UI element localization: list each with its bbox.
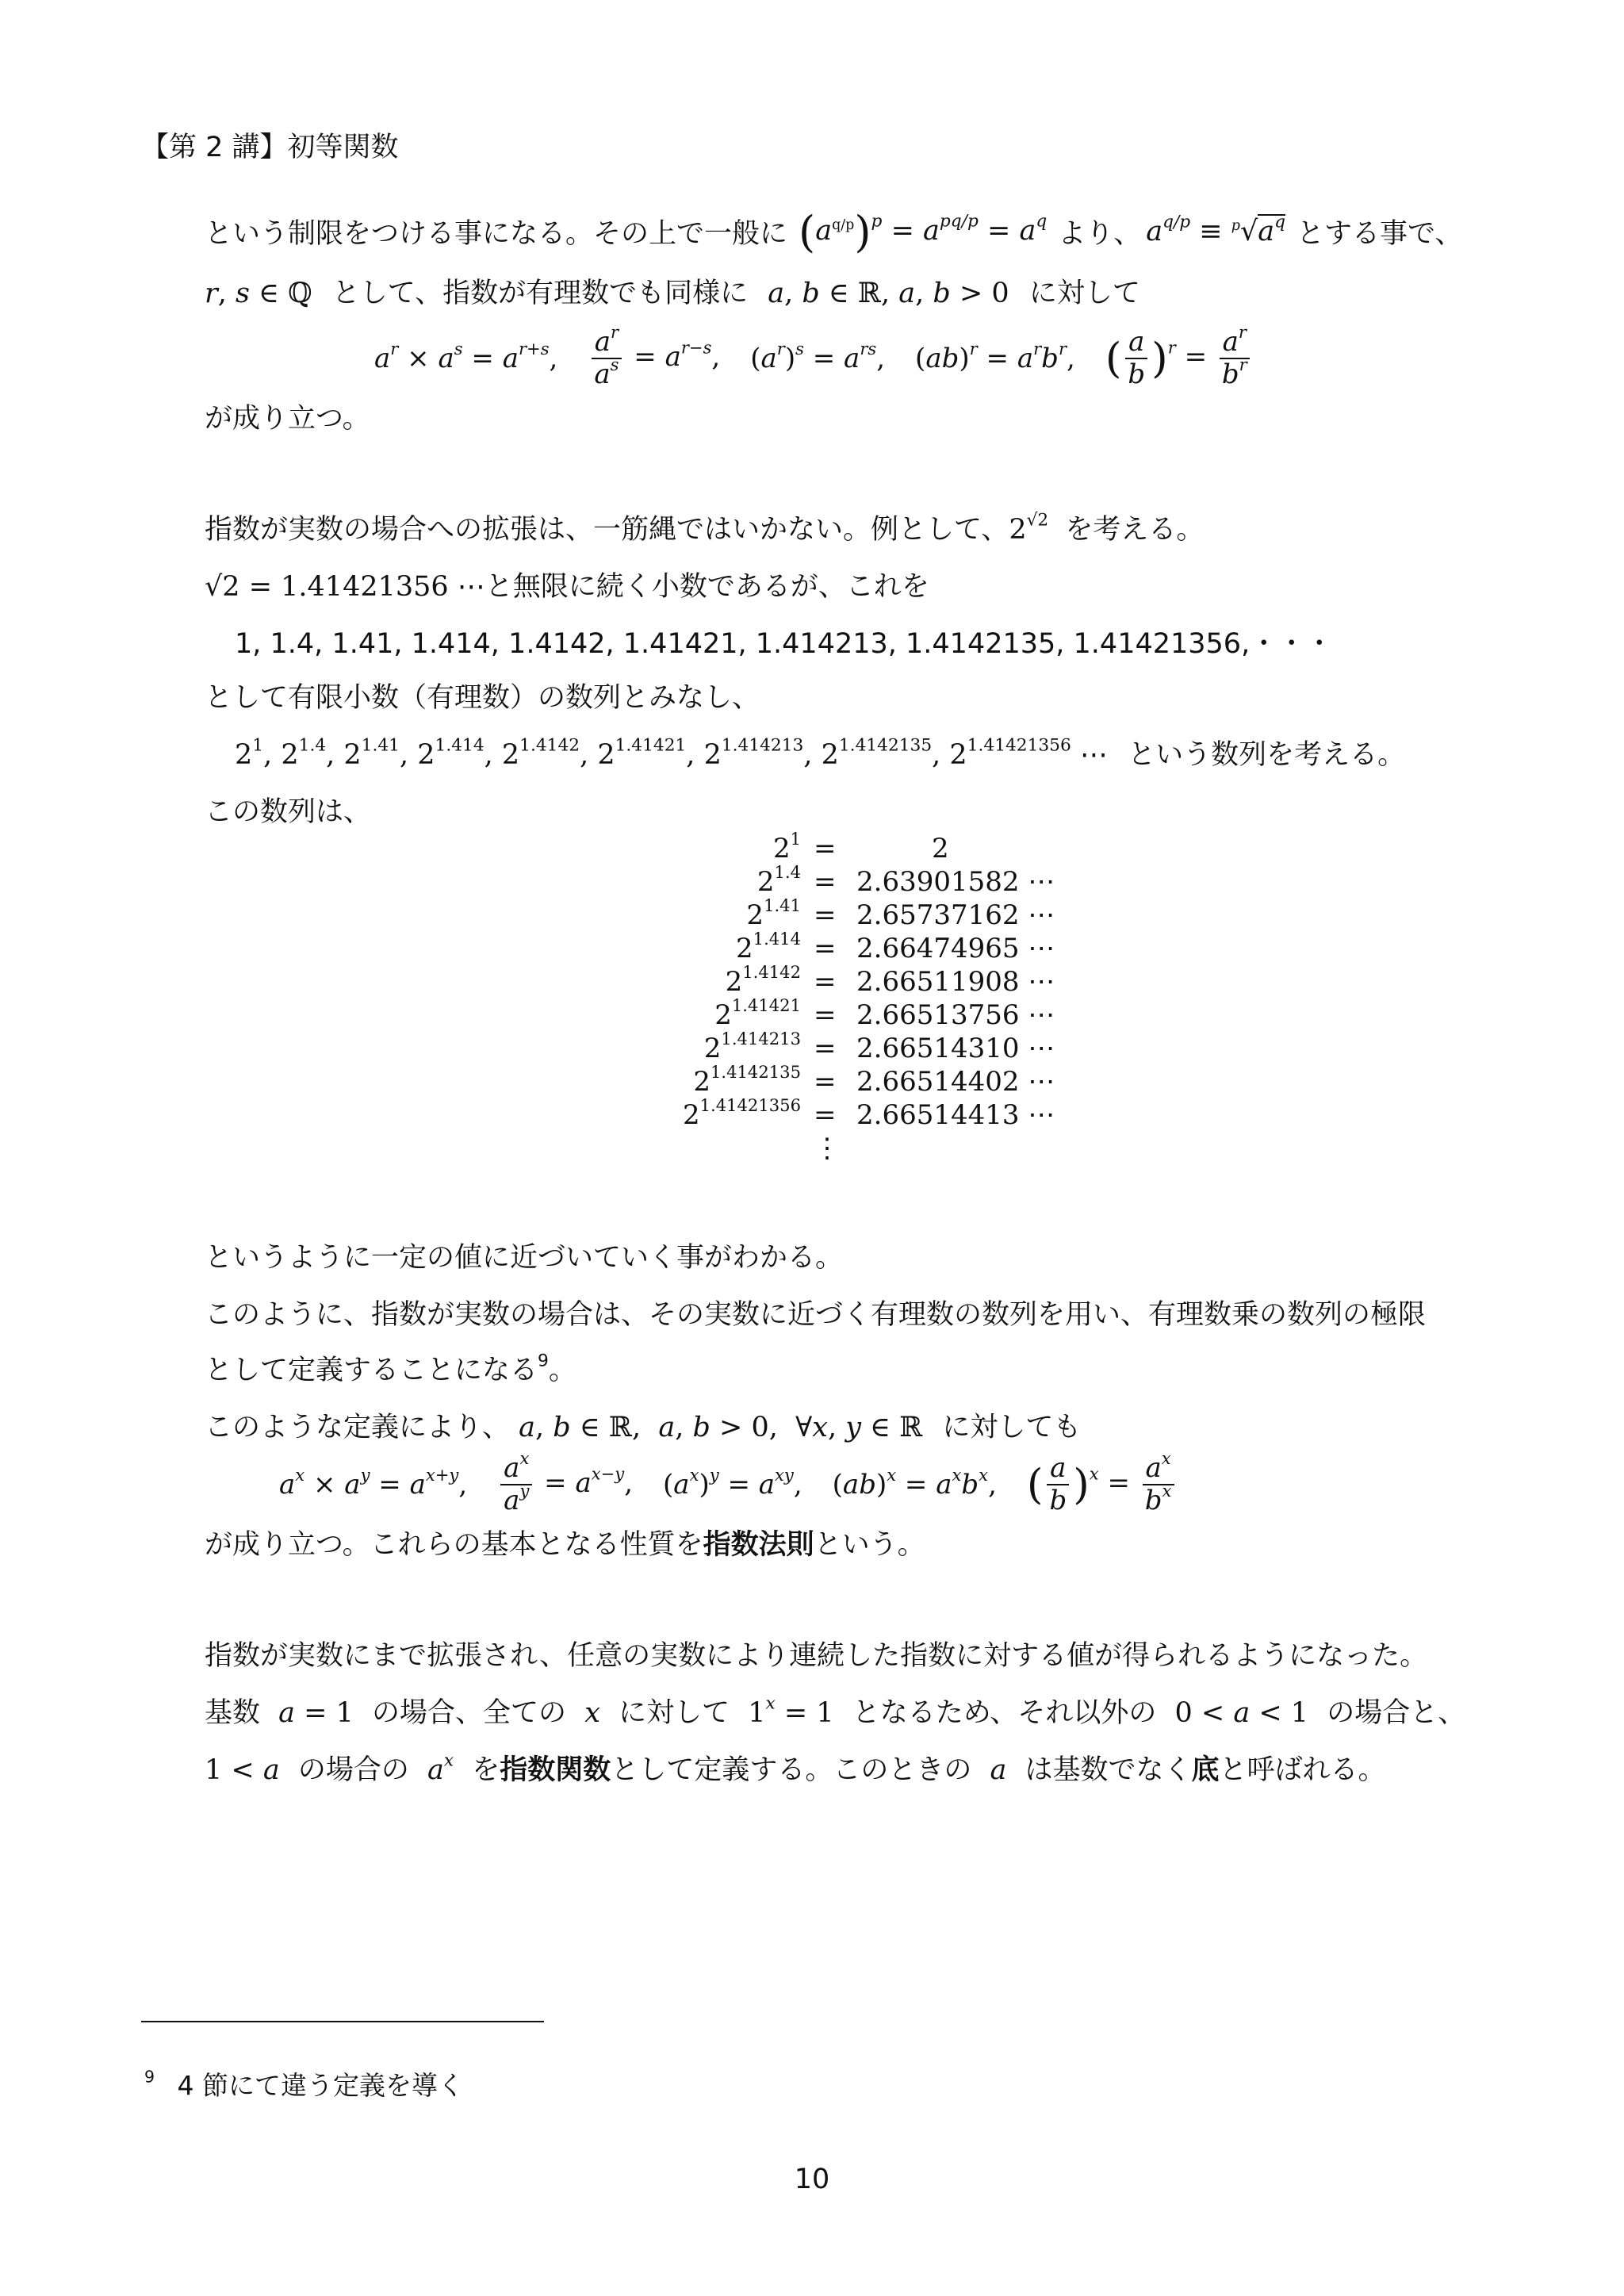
power-term-exponent: 1.41 <box>361 735 400 756</box>
p3-line4-text-a: このような定義により、 <box>205 1412 511 1443</box>
p3-line4-text-b: に対しても <box>942 1412 1082 1443</box>
law-quotient-real: $\frac{a^x}{a^y}$ = $a^{x-y}$, <box>497 1453 633 1516</box>
table-power: $2^{1.4}$ <box>756 862 801 898</box>
formula-ab-positive-reals: a, b ∈ ℝ, a, b > 0 <box>768 278 1009 309</box>
p3-line3 <box>205 1348 576 1388</box>
formula-root-definition: $a^{q/p} \equiv ^p√a^q$ <box>1146 212 1286 247</box>
table-equals: = <box>814 966 837 998</box>
page-number: 10 <box>794 2164 830 2195</box>
p1-line3: が成り立つ。 <box>205 403 370 435</box>
formula-1-lt-a: 1 < a <box>205 1754 280 1786</box>
p1-line1 <box>205 200 1462 263</box>
law-power-real: $(a^x)^y = a^{xy}$, <box>663 1465 802 1501</box>
table-equals: = <box>814 933 837 964</box>
p3-line3-end: 。 <box>548 1355 576 1386</box>
real-exponent-laws <box>279 1445 1178 1524</box>
formula-a: a <box>990 1754 1007 1786</box>
p2-line5-text: という数列を考える。 <box>1128 739 1406 771</box>
table-equals: = <box>814 1033 837 1064</box>
p3-line5 <box>205 1523 925 1562</box>
p4-line3-text-d: は基数でなく <box>1025 1754 1192 1786</box>
formula-x: x <box>584 1697 600 1729</box>
table-value: 2.66514310 ⋯ <box>856 1033 1055 1064</box>
term-exponential-function: 指数関数 <box>500 1754 611 1786</box>
p2-line2-text: と無限に続く小数であるが、これを <box>485 571 929 603</box>
power-term: $2^{1.414213}$ <box>703 735 804 771</box>
table-power: $2^1$ <box>772 829 801 864</box>
law-product-real: $a^x \times a^y = a^{x+y}$, <box>279 1465 468 1501</box>
table-row <box>619 929 1063 966</box>
table-value: 2 <box>932 833 949 864</box>
formula-1-pow-x: $1^x = 1$ <box>748 1693 834 1729</box>
formula-power-of-power: $(a^{q/p})^p = a^{pq/p} = a^q$ <box>799 206 1048 257</box>
term-base: 底 <box>1191 1754 1220 1786</box>
rational-exponent-laws <box>374 319 1254 398</box>
sqrt2-decimal: √2 = 1.41421356 ⋯ <box>205 571 485 603</box>
formula-rs-in-Q: r, s ∈ ℚ <box>205 278 312 309</box>
table-power: $2^{1.41421356}$ <box>682 1095 801 1131</box>
power-term-exponent: 1.4142 <box>519 735 580 756</box>
p4-line3-text-b: を <box>472 1754 500 1786</box>
p4-line3-text-e: と呼ばれる。 <box>1219 1754 1386 1786</box>
p3-line1: というように一定の値に近づいていく事がわかる。 <box>205 1242 844 1274</box>
power-term-exponent: 1.414213 <box>721 735 804 756</box>
table-value: 2.66513756 ⋯ <box>856 999 1055 1031</box>
p2-line1-text-a: 指数が実数の場合への拡張は、一筋縄ではいかない。例として、 <box>205 514 1009 546</box>
law-product: $a^r \times a^s = a^{r+s}$, <box>374 339 558 374</box>
p4-line2-text-c: に対して <box>619 1697 730 1729</box>
law-product-power: $(ab)^r = a^rb^r$, <box>915 339 1075 374</box>
table-value: 2.65737162 ⋯ <box>856 899 1055 931</box>
table-row <box>619 829 1063 866</box>
table-power: $2^{1.41421}$ <box>714 995 801 1031</box>
law-power: $(a^r)^s = a^{rs}$, <box>750 339 886 374</box>
table-row <box>619 895 1063 933</box>
p3-line4 <box>205 1405 1081 1445</box>
p3-line5-text-b: という。 <box>814 1529 925 1561</box>
p4-line3-text-a: の場合の <box>297 1754 409 1786</box>
formula-a-pow-x: $a^x$ <box>427 1750 454 1786</box>
power-term: $2^{1.41}$ <box>343 735 400 771</box>
formula-2-pow-sqrt2: $2^{√2}$ <box>1009 510 1049 546</box>
p2-line4: として有限小数（有理数）の数列とみなし、 <box>205 682 760 714</box>
table-value: 2.63901582 ⋯ <box>856 866 1055 898</box>
formula-0-lt-a-lt-1: 0 < a < 1 <box>1174 1697 1309 1729</box>
chapter-header: 【第 2 講】初等関数 <box>141 132 399 163</box>
p2-line5 <box>235 733 1405 772</box>
p1-line1-text-c: とする事で、 <box>1297 218 1463 250</box>
p1-line1-text-a: という制限をつける事になる。その上で一般に <box>205 218 788 250</box>
footnote-mark: 9 <box>144 2067 155 2087</box>
p2-line1-text-b: を考える。 <box>1065 514 1205 546</box>
table-value: 2.66474965 ⋯ <box>856 933 1055 964</box>
formula-a-eq-1: a = 1 <box>278 1697 354 1729</box>
power-term: $2^{1.4142}$ <box>501 735 580 771</box>
power-term-exponent: 1.4 <box>298 735 327 756</box>
power-term-exponent: 1.41421 <box>615 735 687 756</box>
p4-line3 <box>205 1748 1386 1788</box>
power-term: $2^{1.41421356}$ <box>949 735 1071 771</box>
power-term: $2^1$ <box>235 735 264 771</box>
power-term-exponent: 1.4142135 <box>838 735 933 756</box>
power-term-exponent: 1 <box>252 735 264 756</box>
table-row <box>619 1062 1063 1099</box>
table-equals: = <box>814 999 837 1031</box>
p1-line1-text-b: より、 <box>1058 218 1142 250</box>
table-equals: = <box>814 1066 837 1098</box>
p1-line2 <box>205 271 1140 311</box>
table-vdots <box>619 1133 1063 1166</box>
law-quotient-power: ( $\frac{a}{b}$ )$^r$ = $\frac{a^r}{b^r}$ <box>1105 327 1254 390</box>
footnote-reference[interactable]: 9 <box>538 1351 549 1371</box>
table-row <box>619 1029 1063 1066</box>
table-value: 2.66514413 ⋯ <box>856 1099 1055 1131</box>
table-equals: = <box>814 899 837 931</box>
p2-line2 <box>205 565 929 604</box>
table-power: $2^{1.4142}$ <box>725 962 801 998</box>
table-power: $2^{1.414213}$ <box>703 1029 801 1064</box>
law-quotient: $\frac{a^r}{a^s}$ = $a^{r-s}$, <box>588 327 720 390</box>
table-power: $2^{1.414}$ <box>736 929 801 964</box>
p3-line5-text-a: が成り立つ。これらの基本となる性質を <box>205 1529 703 1561</box>
table-row <box>619 962 1063 999</box>
power-term: $2^{1.41421}$ <box>597 735 687 771</box>
power-term: $2^{1.4}$ <box>281 735 327 771</box>
table-power: $2^{1.4142135}$ <box>693 1062 801 1098</box>
p4-line2-text-a: 基数 <box>205 1697 261 1729</box>
p4-line2-text-e: の場合と、 <box>1327 1697 1466 1729</box>
power-value-table <box>619 829 1063 1166</box>
table-equals: = <box>814 833 837 864</box>
footnote <box>144 2065 464 2102</box>
power-sequence: $2^1$, $2^{1.4}$, $2^{1.41}$, $2^{1.414}$, $2^{1.4142}$, $2^{1.41421}$, $2^{1.414213}$, $2^{1.4142135}$, $2^{1.41421356}$ ⋯ <box>235 735 1108 771</box>
power-term: $2^{1.414}$ <box>417 735 485 771</box>
table-equals: = <box>814 866 837 898</box>
law-product-power-real: $(ab)^x = a^xb^x$, <box>832 1465 997 1501</box>
table-row <box>619 995 1063 1033</box>
p3-line2: このように、指数が実数の場合は、その実数に近づく有理数の数列を用い、有理数乗の数列の極限 <box>205 1299 1427 1331</box>
p4-line3-text-c: として定義する。このときの <box>611 1754 972 1786</box>
power-term-exponent: 1.414 <box>435 735 485 756</box>
p4-line2-text-d: となるため、それ以外の <box>852 1697 1157 1729</box>
power-term-exponent: 1.41421356 <box>967 735 1071 756</box>
term-exponent-laws: 指数法則 <box>703 1529 814 1561</box>
p2-line1 <box>205 508 1204 547</box>
table-value: 2.66514402 ⋯ <box>856 1066 1055 1098</box>
table-row <box>619 1095 1063 1133</box>
table-row <box>619 862 1063 899</box>
vdots: ⋮ <box>814 1133 841 1164</box>
p4-line1: 指数が実数にまで拡張され、任意の実数により連続した指数に対する値が得られるようになった。 <box>205 1640 1428 1672</box>
power-term: $2^{1.4142135}$ <box>821 735 933 771</box>
table-equals: = <box>814 1099 837 1131</box>
p3-line3-text: として定義することになる <box>205 1355 538 1386</box>
p4-line2 <box>205 1691 1465 1731</box>
formula-ab-real-forall-xy: a, b ∈ ℝ, a, b > 0, ∀x, y ∈ ℝ <box>519 1412 923 1443</box>
table-value: 2.66511908 ⋯ <box>856 966 1055 998</box>
law-quotient-power-real: ( $\frac{a}{b}$ )$^x$ = $\frac{a^x}{b^x}$ <box>1027 1453 1178 1516</box>
footnote-separator <box>141 2021 544 2022</box>
rational-approximation-sequence: 1, 1.4, 1.41, 1.414, 1.4142, 1.41421, 1.414213, 1.4142135, 1.41421356,・・・ <box>235 628 1334 660</box>
table-power: $2^{1.41}$ <box>746 895 801 931</box>
p1-line2-text-a: として、指数が有理数でも同様に <box>331 278 749 309</box>
p2-line6: この数列は、 <box>205 796 372 828</box>
p1-line2-text-b: に対して <box>1028 278 1140 309</box>
p4-line2-text-b: の場合、全ての <box>372 1697 567 1729</box>
footnote-text: 4 節にて違う定義を導く <box>177 2070 465 2101</box>
